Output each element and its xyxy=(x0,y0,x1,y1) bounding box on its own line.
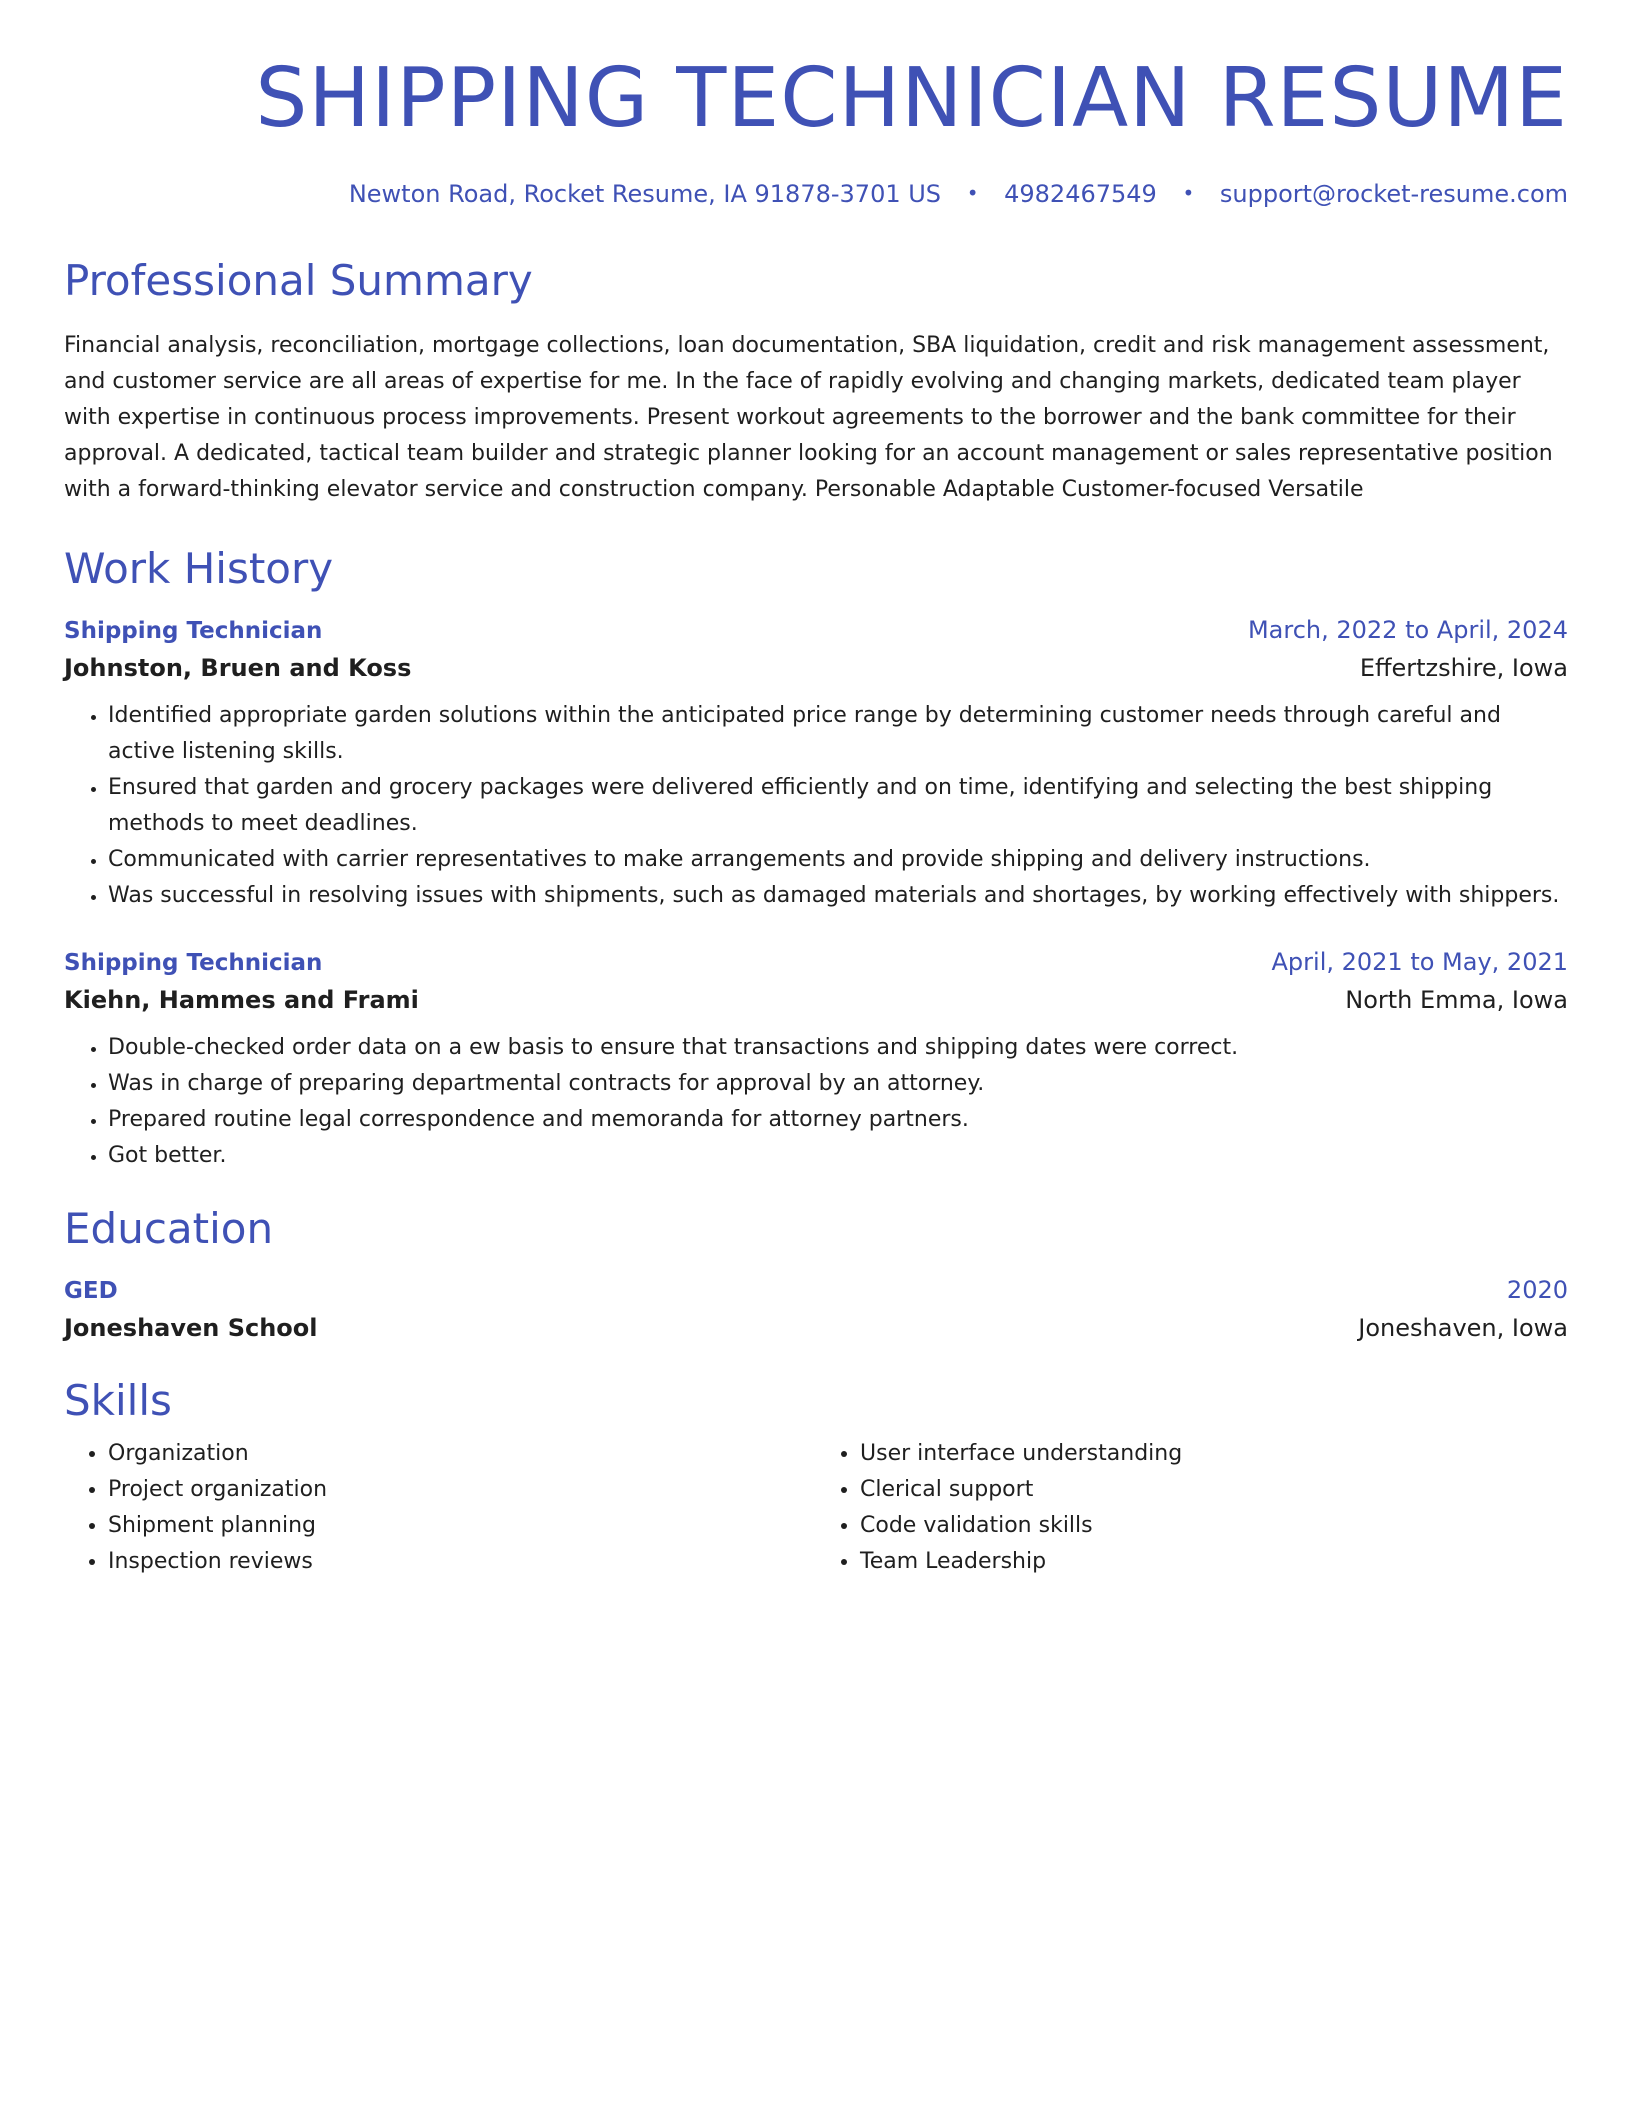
job-title: Shipping Technician xyxy=(64,618,323,644)
education-degree-row xyxy=(64,1276,1568,1304)
job-bullet: • Double-checked order data on a ew basis to ensure that transactions and shipping dates were correct. xyxy=(108,1030,1568,1066)
education-heading: Education xyxy=(64,1204,274,1253)
resume-title: SHIPPING TECHNICIAN RESUME xyxy=(255,51,1568,146)
job-company: Johnston, Bruen and Koss xyxy=(64,654,412,682)
job-location: Effertzshire, Iowa xyxy=(1359,654,1568,682)
education-year: 2020 xyxy=(1506,1276,1568,1304)
job-dates: April, 2021 to May, 2021 xyxy=(1271,948,1568,976)
job-entry xyxy=(64,616,1568,914)
job-bullets xyxy=(64,1030,1568,1174)
job-bullet: • Was successful in resolving issues with shipments, such as damaged materials and shortages, by working effectively with shippers. xyxy=(108,878,1568,914)
contact-separator: • xyxy=(966,181,979,205)
contact-address: Newton Road, Rocket Resume, IA 91878-3701 US xyxy=(348,180,942,208)
contact-email: support@rocket-resume.com xyxy=(1219,180,1568,208)
education-school-row xyxy=(64,1314,1568,1342)
contact-separator: • xyxy=(1182,181,1195,205)
education-entry xyxy=(64,1276,1568,1342)
job-title: Shipping Technician xyxy=(64,950,323,976)
summary-heading: Professional Summary xyxy=(64,256,533,305)
education-school: Joneshaven School xyxy=(64,1314,318,1342)
work-history-heading: Work History xyxy=(64,544,334,593)
skill-item: • Clerical support xyxy=(860,1472,1568,1508)
summary-text: Financial analysis, reconciliation, mortgage collections, loan documentation, SBA liquidation, credit and risk management assessment, and customer service are all areas of expertise for me. In the face of rapidly evolving and changing markets, dedicated team player with expertise in continuous process improvements. Present workout agreements to the borrower and the bank committee for their approval. A dedicated, tactical team builder and strategic planner looking for an account management or sales representative position with a forward-thinking elevator service and construction company. Personable Adaptable Customer-focused Versatile xyxy=(64,333,1553,502)
skills-heading: Skills xyxy=(64,1376,172,1425)
skills-list-left xyxy=(64,1436,816,1580)
education-location: Joneshaven, Iowa xyxy=(1358,1314,1568,1342)
job-title-row xyxy=(64,616,1568,644)
skills-list-right xyxy=(816,1436,1568,1580)
job-bullet: • Was in charge of preparing departmental contracts for approval by an attorney. xyxy=(108,1066,1568,1102)
job-company-row xyxy=(64,654,1568,682)
job-entry xyxy=(64,948,1568,1174)
job-company-row xyxy=(64,986,1568,1014)
job-bullet: • Ensured that garden and grocery packages were delivered efficiently and on time, identifying and selecting the best shipping methods to meet deadlines. xyxy=(108,770,1568,842)
skill-item: • Inspection reviews xyxy=(108,1544,816,1580)
skill-item: • Project organization xyxy=(108,1472,816,1508)
job-title-row xyxy=(64,948,1568,976)
job-bullet: • Identified appropriate garden solutions within the anticipated price range by determining customer needs through careful and active listening skills. xyxy=(108,698,1568,770)
job-bullet: • Got better. xyxy=(108,1138,1568,1174)
skill-item: • Team Leadership xyxy=(860,1544,1568,1580)
education-degree: GED xyxy=(64,1278,118,1304)
job-company: Kiehn, Hammes and Frami xyxy=(64,986,419,1014)
contact-line xyxy=(64,180,1568,208)
job-location: North Emma, Iowa xyxy=(1345,986,1568,1014)
job-bullet: • Communicated with carrier representatives to make arrangements and provide shipping and delivery instructions. xyxy=(108,842,1568,878)
job-bullets xyxy=(64,698,1568,914)
skill-item: • User interface understanding xyxy=(860,1436,1568,1472)
job-dates: March, 2022 to April, 2024 xyxy=(1247,616,1568,644)
skill-item: • Shipment planning xyxy=(108,1508,816,1544)
skill-item: • Organization xyxy=(108,1436,816,1472)
skills-grid xyxy=(64,1436,1568,1580)
contact-phone: 4982467549 xyxy=(1004,180,1157,208)
skill-item: • Code validation skills xyxy=(860,1508,1568,1544)
job-bullet: • Prepared routine legal correspondence and memoranda for attorney partners. xyxy=(108,1102,1568,1138)
